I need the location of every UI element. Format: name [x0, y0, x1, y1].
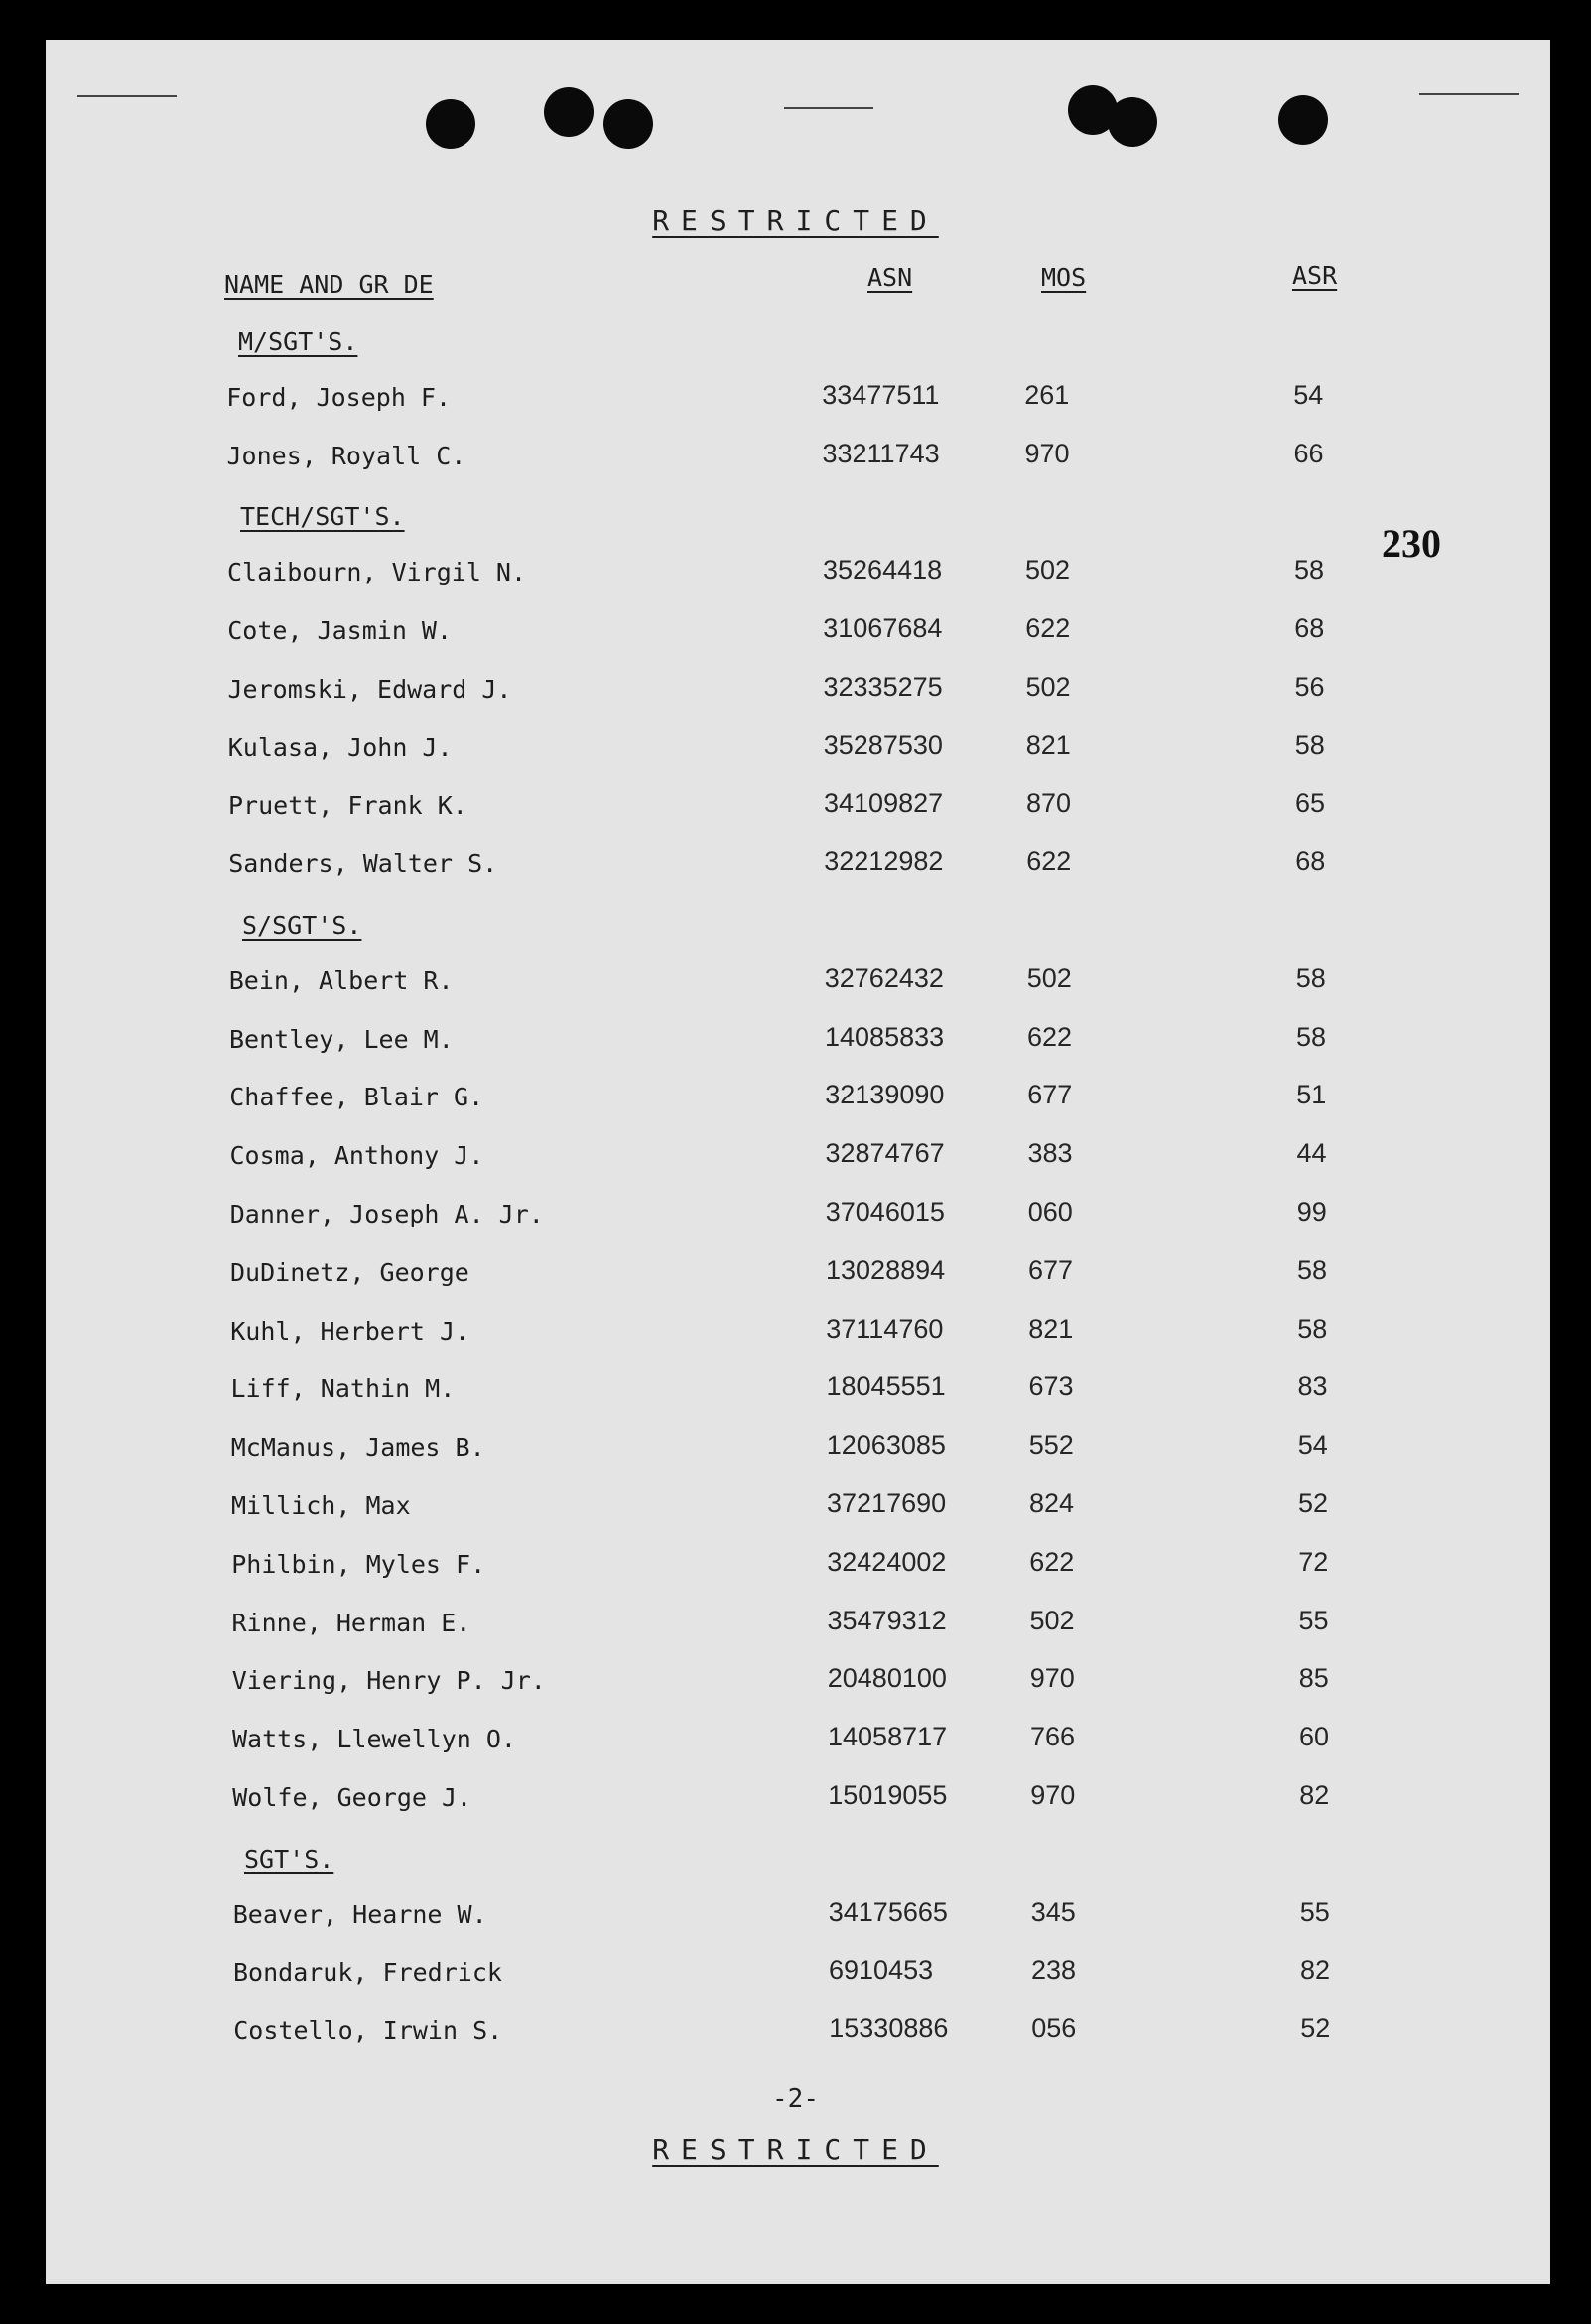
punch-hole: [544, 87, 594, 137]
soldier-name: Bentley, Lee M.: [229, 1024, 454, 1054]
soldier-name: Bondaruk, Fredrick: [233, 1958, 502, 1988]
mos-value: 824: [1029, 1488, 1075, 1518]
mos-value: 970: [1024, 438, 1070, 468]
asn-value: 32212982: [824, 846, 944, 877]
column-header-mos: MOS: [1041, 263, 1087, 292]
grade-heading: SGT'S.: [244, 1844, 334, 1873]
asr-value: 56: [1294, 671, 1325, 702]
asr-value: 83: [1297, 1371, 1328, 1402]
soldier-name: Liff, Nathin M.: [230, 1374, 456, 1404]
mos-value: 502: [1025, 555, 1071, 585]
restricted-header: RESTRICTED: [652, 204, 939, 237]
soldier-name: Chaffee, Blair G.: [229, 1083, 484, 1112]
asr-value: 68: [1295, 846, 1326, 877]
soldier-name: Pruett, Frank K.: [228, 791, 467, 821]
punch-hole: [426, 99, 475, 149]
mos-value: 673: [1028, 1371, 1074, 1402]
mos-value: 821: [1028, 1313, 1074, 1344]
asr-value: 85: [1298, 1663, 1329, 1694]
asr-value: 66: [1293, 438, 1324, 468]
asn-value: 18045551: [826, 1371, 946, 1402]
asn-value: 32335275: [823, 671, 943, 702]
mos-value: 622: [1029, 1546, 1075, 1577]
stamped-page-number: 230: [1382, 521, 1441, 566]
mos-value: 622: [1026, 846, 1072, 877]
asn-value: 31067684: [823, 613, 943, 643]
paper-speck: [77, 95, 177, 97]
asr-value: 99: [1296, 1197, 1327, 1227]
asn-value: 32424002: [827, 1546, 947, 1577]
soldier-name: Danner, Joseph A. Jr.: [229, 1200, 544, 1228]
grade-heading: M/SGT'S.: [238, 327, 358, 356]
mos-value: 677: [1028, 1254, 1074, 1285]
soldier-name: Kuhl, Herbert J.: [230, 1316, 470, 1346]
paper-speck: [784, 107, 873, 109]
asn-value: 15330886: [829, 2013, 949, 2044]
soldier-name: Wolfe, George J.: [232, 1783, 472, 1812]
asn-value: 14085833: [825, 1021, 945, 1052]
mos-value: 502: [1025, 671, 1071, 702]
grade-heading: S/SGT'S.: [242, 911, 362, 940]
mos-value: 970: [1030, 1780, 1076, 1810]
asr-value: 52: [1300, 2013, 1331, 2044]
asr-value: 51: [1296, 1080, 1327, 1110]
soldier-name: Cote, Jasmin W.: [227, 616, 453, 645]
soldier-name: Jones, Royall C.: [226, 441, 466, 470]
grade-heading: TECH/SGT'S.: [240, 502, 405, 532]
mos-value: 622: [1027, 1021, 1073, 1052]
punch-hole: [1278, 95, 1328, 145]
asn-value: 37046015: [825, 1197, 945, 1227]
page-number: -2-: [772, 2084, 819, 2114]
asn-value: 32139090: [825, 1080, 945, 1110]
soldier-name: Cosma, Anthony J.: [229, 1141, 484, 1171]
asr-value: 44: [1296, 1138, 1327, 1169]
soldier-name: DuDinetz, George: [230, 1257, 469, 1287]
soldier-name: Philbin, Myles F.: [231, 1549, 486, 1579]
soldier-name: McManus, James B.: [230, 1433, 485, 1463]
asn-value: 12063085: [826, 1430, 946, 1461]
asn-value: 34175665: [828, 1896, 948, 1927]
asn-value: 35287530: [823, 729, 943, 760]
column-header-asn: ASN: [867, 263, 913, 292]
asn-value: 15019055: [828, 1780, 948, 1810]
asn-value: 33477511: [822, 379, 940, 410]
soldier-name: Jeromski, Edward J.: [227, 674, 512, 704]
soldier-name: Costello, Irwin S.: [233, 2016, 503, 2046]
asr-value: 54: [1293, 379, 1324, 410]
asr-value: 68: [1294, 613, 1325, 643]
asn-value: 14058717: [828, 1722, 948, 1752]
asr-value: 58: [1294, 555, 1325, 585]
mos-value: 345: [1030, 1896, 1076, 1927]
asr-value: 82: [1300, 1955, 1331, 1986]
asn-value: 13028894: [826, 1254, 946, 1285]
asr-value: 82: [1299, 1780, 1330, 1810]
soldier-name: Beaver, Hearne W.: [232, 1899, 487, 1929]
mos-value: 970: [1029, 1663, 1075, 1694]
asr-value: 58: [1295, 963, 1326, 993]
soldier-name: Kulasa, John J.: [227, 732, 453, 762]
asr-value: 55: [1299, 1896, 1330, 1927]
asn-value: 35479312: [827, 1605, 947, 1635]
soldier-name: Millich, Max: [231, 1491, 411, 1520]
asr-value: 72: [1298, 1546, 1329, 1577]
punch-hole: [603, 99, 653, 149]
asn-value: 33211743: [822, 438, 940, 468]
asr-value: 58: [1294, 729, 1325, 760]
punch-hole: [1108, 97, 1157, 147]
soldier-name: Ford, Joseph F.: [226, 382, 452, 412]
asn-value: 37114760: [826, 1313, 944, 1344]
asn-value: 6910453: [829, 1955, 934, 1986]
soldier-name: Rinne, Herman E.: [231, 1608, 471, 1637]
asr-value: 54: [1297, 1430, 1328, 1461]
mos-value: 766: [1030, 1722, 1076, 1752]
mos-value: 677: [1027, 1080, 1073, 1110]
asn-value: 20480100: [827, 1663, 947, 1694]
mos-value: 502: [1029, 1605, 1075, 1635]
mos-value: 238: [1031, 1955, 1077, 1986]
mos-value: 622: [1025, 613, 1071, 643]
soldier-name: Sanders, Walter S.: [228, 849, 498, 879]
restricted-footer: RESTRICTED: [652, 2133, 939, 2166]
asr-value: 58: [1297, 1313, 1328, 1344]
asn-value: 32762432: [824, 963, 944, 993]
asr-value: 60: [1299, 1722, 1330, 1752]
soldier-name: Viering, Henry P. Jr.: [231, 1666, 546, 1696]
asr-value: 58: [1297, 1254, 1328, 1285]
mos-value: 552: [1028, 1430, 1074, 1461]
column-header-name: NAME AND GR DE: [224, 270, 434, 299]
soldier-name: Watts, Llewellyn O.: [232, 1725, 516, 1754]
soldier-name: Claibourn, Virgil N.: [227, 558, 527, 587]
asr-value: 55: [1298, 1605, 1329, 1635]
mos-value: 870: [1026, 788, 1072, 819]
mos-value: 383: [1027, 1138, 1073, 1169]
asn-value: 35264418: [823, 555, 943, 585]
asn-value: 32874767: [825, 1138, 945, 1169]
mos-value: 261: [1024, 379, 1070, 410]
mos-value: 056: [1031, 2013, 1077, 2044]
asr-value: 52: [1298, 1488, 1329, 1518]
asn-value: 34109827: [824, 788, 944, 819]
mos-value: 821: [1025, 729, 1071, 760]
asr-value: 58: [1296, 1021, 1327, 1052]
mos-value: 502: [1026, 963, 1072, 993]
asn-value: 37217690: [827, 1488, 947, 1518]
paper-speck: [1419, 93, 1519, 95]
asr-value: 65: [1295, 788, 1326, 819]
column-header-asr: ASR: [1292, 261, 1338, 290]
mos-value: 060: [1027, 1197, 1073, 1227]
soldier-name: Bein, Albert R.: [228, 966, 454, 995]
